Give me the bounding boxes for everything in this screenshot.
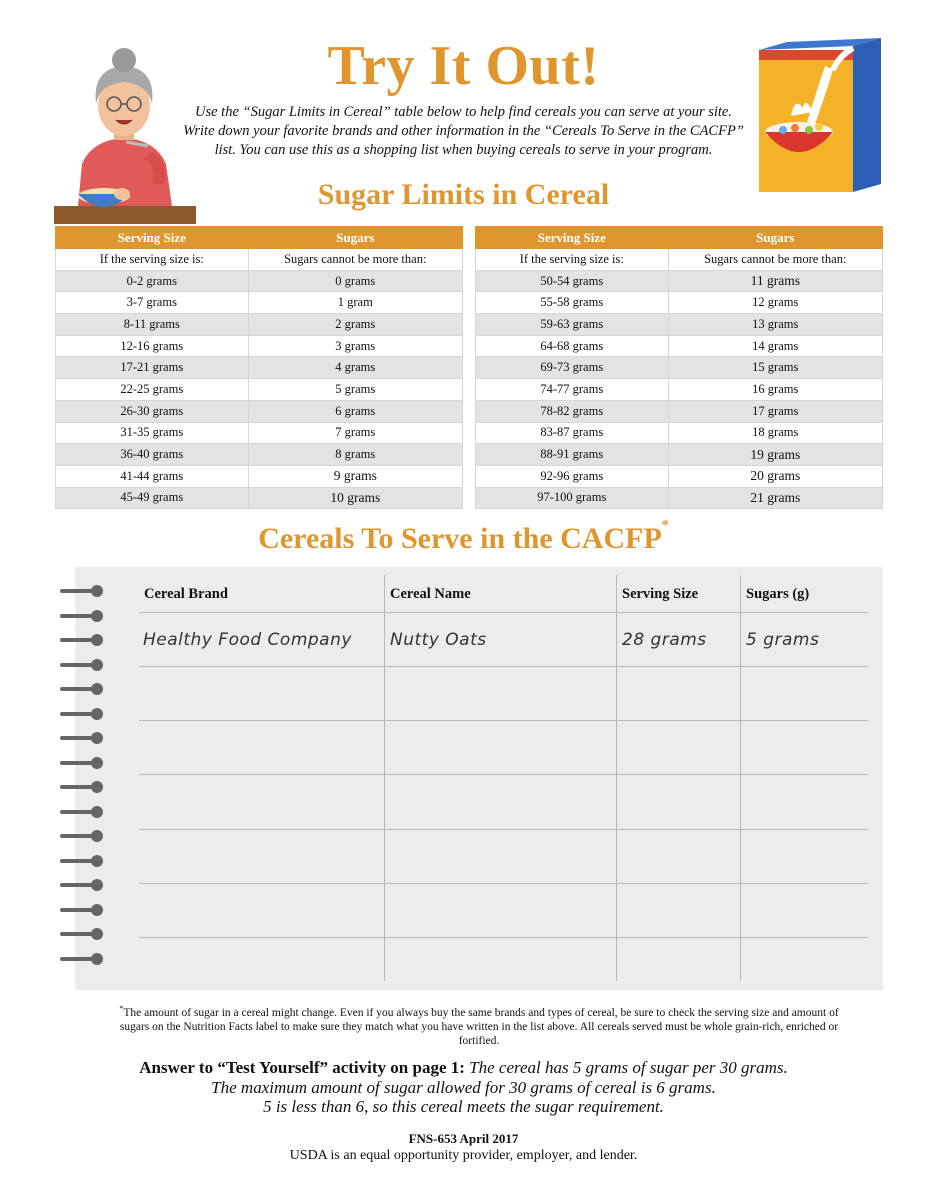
- spiral-ring-icon: [60, 708, 102, 720]
- document-code: FNS-653 April 2017: [408, 1131, 519, 1146]
- serving-cell: 41-44 grams: [56, 465, 249, 487]
- sugars-cell: 16 grams: [668, 379, 882, 401]
- serving-cell: 88-91 grams: [476, 444, 669, 466]
- serving-cell: 36-40 grams: [56, 444, 249, 466]
- page-title: Try It Out!: [327, 35, 600, 97]
- table-row: [56, 335, 463, 357]
- sugars-cell: 8 grams: [248, 444, 462, 466]
- sugars-cell: 4 grams: [248, 357, 462, 379]
- list-rule: [139, 720, 868, 721]
- sugars-cell: 19 grams: [668, 444, 882, 466]
- subheader-sugars: Sugars cannot be more than:: [668, 249, 882, 271]
- subheader-serving: If the serving size is:: [476, 249, 669, 271]
- sugar-limits-table-right: [475, 226, 883, 509]
- list-column-rule: [740, 575, 741, 981]
- answer-line: The cereal has 5 grams of sugar per 30 grams.: [469, 1058, 788, 1077]
- serving-cell: 22-25 grams: [56, 379, 249, 401]
- answer-lead: Answer to “Test Yourself” activity on page 1:: [139, 1058, 465, 1077]
- sugars-cell: 7 grams: [248, 422, 462, 444]
- col-cereal-name: Cereal Name: [390, 586, 471, 602]
- spiral-ring-icon: [60, 757, 102, 769]
- table-row: [476, 270, 883, 292]
- cacfp-heading: [0, 518, 927, 556]
- serving-cell: 8-11 grams: [56, 314, 249, 336]
- sugars-cell: 17 grams: [668, 400, 882, 422]
- table-row: [56, 379, 463, 401]
- table-row: [56, 292, 463, 314]
- serving-cell: 59-63 grams: [476, 314, 669, 336]
- table-row: [56, 314, 463, 336]
- cacfp-heading-text: Cereals To Serve in the CACFP: [258, 522, 662, 555]
- entry-sugars: 5 grams: [746, 630, 820, 650]
- serving-cell: 83-87 grams: [476, 422, 669, 444]
- serving-cell: 78-82 grams: [476, 400, 669, 422]
- spiral-ring-icon: [60, 585, 102, 597]
- spiral-ring-icon: [60, 781, 102, 793]
- sugars-cell: 20 grams: [668, 465, 882, 487]
- answer-line: The maximum amount of sugar allowed for 30 grams of cereal is 6 grams.: [211, 1077, 716, 1097]
- spiral-ring-icon: [60, 659, 102, 671]
- sugars-cell: 15 grams: [668, 357, 882, 379]
- intro-line: list. You can use this as a shopping list when buying cereals to serve in your program.: [214, 142, 713, 158]
- spiral-ring-icon: [60, 855, 102, 867]
- col-sugars: Sugars: [248, 227, 462, 249]
- table-row: [476, 400, 883, 422]
- sugars-cell: 13 grams: [668, 314, 882, 336]
- table-row: [56, 444, 463, 466]
- table-row: [476, 465, 883, 487]
- list-column-rule: [384, 575, 385, 981]
- serving-cell: 97-100 grams: [476, 487, 669, 509]
- serving-cell: 92-96 grams: [476, 465, 669, 487]
- serving-cell: 55-58 grams: [476, 292, 669, 314]
- table-row: [476, 357, 883, 379]
- sugar-limits-heading: Sugar Limits in Cereal: [317, 178, 610, 211]
- footnote-mark: *: [119, 1004, 124, 1013]
- intro-line: Write down your favorite brands and other information in the “Cereals To Serve in the CACFP”: [183, 123, 744, 139]
- list-rule: [139, 666, 868, 667]
- entry-brand: Healthy Food Company: [143, 630, 352, 650]
- sugars-cell: 1 gram: [248, 292, 462, 314]
- col-sugars: Sugars: [668, 227, 882, 249]
- limits-subheader-row: [56, 249, 463, 271]
- table-row: [476, 487, 883, 509]
- col-serving-size: Serving Size: [622, 586, 699, 602]
- table-row: [56, 422, 463, 444]
- table-row: [56, 487, 463, 509]
- sugars-cell: 3 grams: [248, 335, 462, 357]
- sugar-limits-table-left: [55, 226, 463, 509]
- sugars-cell: 18 grams: [668, 422, 882, 444]
- spiral-ring-icon: [60, 634, 102, 646]
- spiral-ring-icon: [60, 732, 102, 744]
- serving-cell: 3-7 grams: [56, 292, 249, 314]
- table-row: [476, 379, 883, 401]
- serving-cell: 12-16 grams: [56, 335, 249, 357]
- sugars-cell: 11 grams: [668, 270, 882, 292]
- col-serving-size: Serving Size: [56, 227, 249, 249]
- list-rule: [139, 774, 868, 775]
- sugars-cell: 2 grams: [248, 314, 462, 336]
- col-sugars-g: Sugars (g): [746, 586, 810, 602]
- entry-serving: 28 grams: [622, 630, 707, 650]
- list-rule: [139, 937, 868, 938]
- list-rule: [139, 883, 868, 884]
- sugars-cell: 10 grams: [248, 487, 462, 509]
- list-column-rule: [616, 575, 617, 981]
- serving-cell: 69-73 grams: [476, 357, 669, 379]
- intro-line: Use the “Sugar Limits in Cereal” table below to help find cereals you can serve at your site.: [195, 104, 732, 120]
- spiral-ring-icon: [60, 806, 102, 818]
- list-rule: [139, 829, 868, 830]
- serving-cell: 31-35 grams: [56, 422, 249, 444]
- table-row: [56, 270, 463, 292]
- spiral-ring-icon: [60, 683, 102, 695]
- answer-line: 5 is less than 6, so this cereal meets the sugar requirement.: [263, 1097, 664, 1116]
- sugars-cell: 21 grams: [668, 487, 882, 509]
- table-row: [476, 335, 883, 357]
- footnote-text: The amount of sugar in a cereal might change. Even if you always buy the same brands and types of cereal, be sure to check the serving size and amount of sugars on the Nutrition Facts label to make sure they match what you have written in the list above. All cereals served must be whole grain-rich, enriched or fortified.: [119, 1006, 839, 1047]
- sugars-cell: 9 grams: [248, 465, 462, 487]
- serving-cell: 45-49 grams: [56, 487, 249, 509]
- subheader-serving: If the serving size is:: [56, 249, 249, 271]
- table-row: [476, 422, 883, 444]
- table-row: [56, 465, 463, 487]
- serving-cell: 74-77 grams: [476, 379, 669, 401]
- serving-cell: 50-54 grams: [476, 270, 669, 292]
- limits-subheader-row: [476, 249, 883, 271]
- entry-name: Nutty Oats: [390, 630, 487, 650]
- list-rule: [139, 612, 868, 613]
- footnote: [108, 1002, 850, 1048]
- spiral-ring-icon: [60, 904, 102, 916]
- eeo-statement: USDA is an equal opportunity provider, employer, and lender.: [289, 1148, 638, 1163]
- sugars-cell: 12 grams: [668, 292, 882, 314]
- limits-header-row: [476, 227, 883, 249]
- sugars-cell: 0 grams: [248, 270, 462, 292]
- serving-cell: 0-2 grams: [56, 270, 249, 292]
- col-cereal-brand: Cereal Brand: [144, 586, 228, 602]
- sugars-cell: 5 grams: [248, 379, 462, 401]
- sugars-cell: 14 grams: [668, 335, 882, 357]
- serving-cell: 64-68 grams: [476, 335, 669, 357]
- serving-cell: 26-30 grams: [56, 400, 249, 422]
- spiral-ring-icon: [60, 879, 102, 891]
- table-row: [476, 444, 883, 466]
- spiral-ring-icon: [60, 830, 102, 842]
- limits-header-row: [56, 227, 463, 249]
- table-row: [476, 292, 883, 314]
- cacfp-heading-mark: *: [661, 518, 669, 533]
- table-row: [476, 314, 883, 336]
- spiral-ring-icon: [60, 928, 102, 940]
- table-row: [56, 400, 463, 422]
- intro-text: [150, 103, 777, 160]
- table-row: [56, 357, 463, 379]
- sugars-cell: 6 grams: [248, 400, 462, 422]
- subheader-sugars: Sugars cannot be more than:: [248, 249, 462, 271]
- spiral-ring-icon: [60, 953, 102, 965]
- spiral-ring-icon: [60, 610, 102, 622]
- serving-cell: 17-21 grams: [56, 357, 249, 379]
- answer-block: [60, 1058, 867, 1117]
- col-serving-size: Serving Size: [476, 227, 669, 249]
